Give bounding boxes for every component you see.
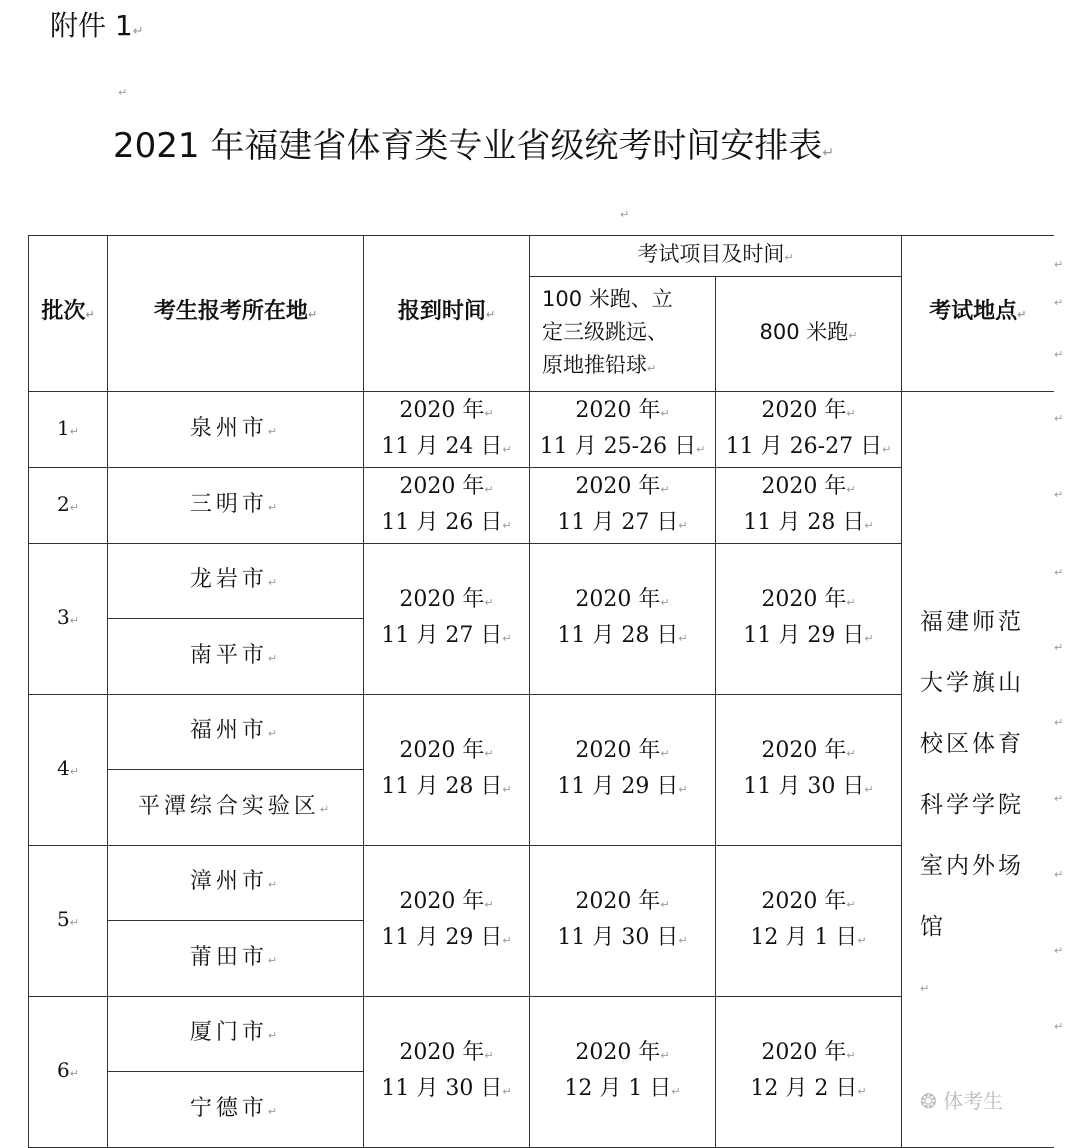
item1-date: 2020 年↵ 11 月 30 日↵	[530, 846, 716, 997]
city-cell: 南平市↵	[108, 619, 364, 695]
cell-end-mark: ↵	[1054, 641, 1064, 654]
cell-end-mark: ↵	[1054, 1020, 1064, 1033]
cell-end-mark: ↵	[1054, 348, 1064, 361]
city-cell: 莆田市↵	[108, 921, 364, 997]
cell-end-mark: ↵	[1054, 868, 1064, 881]
cell-end-mark: ↵	[1054, 566, 1064, 579]
city-cell: 三明市↵	[108, 468, 364, 544]
cell-end-mark: ↵	[1054, 716, 1064, 729]
item2-date: 2020 年↵ 11 月 29 日↵	[716, 544, 902, 695]
schedule-table	[28, 235, 1054, 1148]
item2-date: 2020 年↵ 11 月 26-27 日↵	[716, 392, 902, 468]
batch-number: 2↵	[29, 468, 108, 544]
item2-date: 2020 年↵ 12 月 2 日↵	[716, 997, 902, 1148]
city-cell: 龙岩市↵	[108, 544, 364, 619]
batch-number: 4↵	[29, 695, 108, 846]
header-location: 考生报考所在地↵	[108, 236, 364, 392]
paragraph-mark: ↵	[118, 86, 128, 99]
batch-number: 3↵	[29, 544, 108, 695]
city-cell: 厦门市↵	[108, 997, 364, 1072]
batch-number: 6↵	[29, 997, 108, 1148]
header-checkin-time: 报到时间↵	[364, 236, 530, 392]
item1-date: 2020 年↵ 12 月 1 日↵	[530, 997, 716, 1148]
item1-date: 2020 年↵ 11 月 29 日↵	[530, 695, 716, 846]
item1-date: 2020 年↵ 11 月 28 日↵	[530, 544, 716, 695]
checkin-date: 2020 年↵ 11 月 29 日↵	[364, 846, 530, 997]
header-item-800m: 800 米跑↵	[716, 277, 902, 392]
checkin-date: 2020 年↵ 11 月 26 日↵	[364, 468, 530, 544]
header-batch: 批次↵	[29, 236, 108, 392]
attachment-label: 附件 1↵	[50, 9, 144, 42]
checkin-date: 2020 年↵ 11 月 28 日↵	[364, 695, 530, 846]
cell-end-mark: ↵	[1054, 792, 1064, 805]
cell-end-mark: ↵	[1054, 412, 1064, 425]
checkin-date: 2020 年↵ 11 月 30 日↵	[364, 997, 530, 1148]
cell-end-mark: ↵	[1054, 258, 1064, 271]
cell-end-mark: ↵	[1054, 488, 1064, 501]
watermark: ❂ 体考生	[920, 1089, 1004, 1113]
header-exam-items: 考试项目及时间↵	[530, 236, 902, 277]
batch-number: 1↵	[29, 392, 108, 468]
checkin-date: 2020 年↵ 11 月 24 日↵	[364, 392, 530, 468]
document-title: 2021 年福建省体育类专业省级统考时间安排表↵	[113, 126, 835, 166]
city-cell: 福州市↵	[108, 695, 364, 770]
city-cell: 漳州市↵	[108, 846, 364, 921]
item2-date: 2020 年↵ 11 月 28 日↵	[716, 468, 902, 544]
chat-bubble-icon: ❂	[920, 1089, 937, 1113]
header-item-sprint-jump-shot: 100 米跑、立 定三级跳远、 原地推铅球↵	[530, 277, 716, 392]
checkin-date: 2020 年↵ 11 月 27 日↵	[364, 544, 530, 695]
item2-date: 2020 年↵ 11 月 30 日↵	[716, 695, 902, 846]
batch-number: 5↵	[29, 846, 108, 997]
city-cell: 宁德市↵	[108, 1072, 364, 1148]
paragraph-mark: ↵	[620, 208, 630, 221]
item1-date: 2020 年↵ 11 月 25-26 日↵	[530, 392, 716, 468]
city-cell: 平潭综合实验区↵	[108, 770, 364, 846]
cell-end-mark: ↵	[1054, 296, 1064, 309]
venue-cell: 福建师范 大学旗山 校区体育 科学学院 室内外场 馆 ↵	[902, 392, 1054, 1148]
item1-date: 2020 年↵ 11 月 27 日↵	[530, 468, 716, 544]
city-cell: 泉州市↵	[108, 392, 364, 468]
item2-date: 2020 年↵ 12 月 1 日↵	[716, 846, 902, 997]
cell-end-mark: ↵	[1054, 944, 1064, 957]
header-venue: 考试地点↵	[902, 236, 1054, 392]
